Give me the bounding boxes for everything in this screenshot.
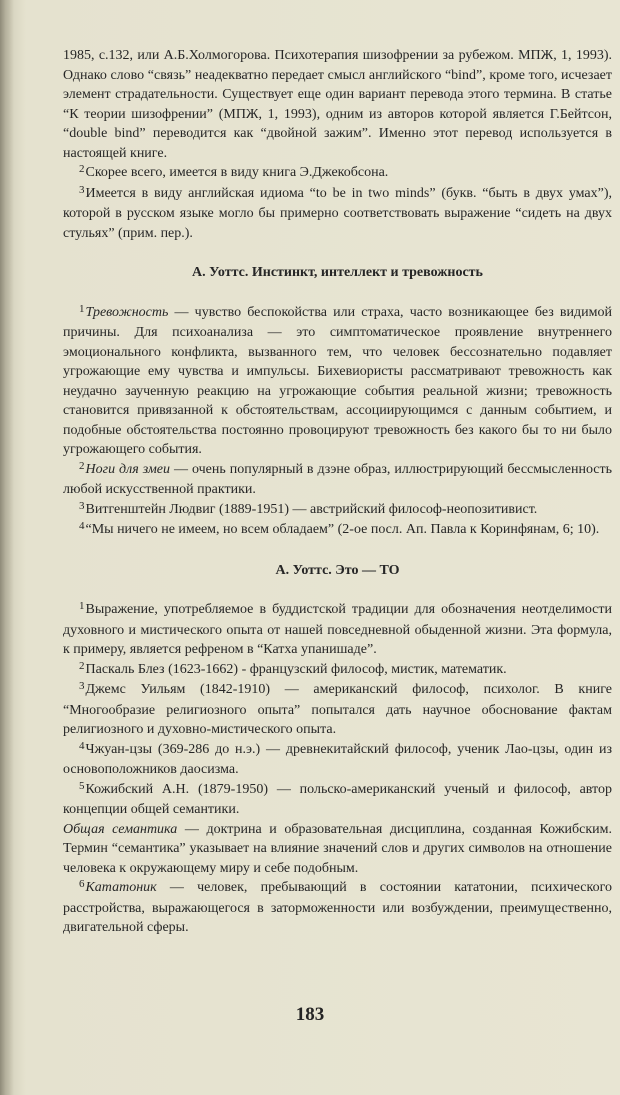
spacer xyxy=(63,580,612,600)
footnote-term: Кататоник xyxy=(85,880,157,895)
general-semantics-note xyxy=(63,820,612,879)
section2-note-2 xyxy=(63,660,612,681)
top-footnote-3 xyxy=(63,184,612,244)
footnote-mark: 3 xyxy=(79,183,85,196)
binding-gutter-shadow xyxy=(0,0,14,1095)
footnote-mark: 2 xyxy=(79,659,85,672)
footnote-mark: 2 xyxy=(79,459,85,472)
footnote-mark: 2 xyxy=(79,163,85,175)
page-number: 183 xyxy=(295,1004,325,1025)
intro-paragraph: 1985, с.132, или А.Б.Холмогорова. Психотерапия шизофрении за рубежом. МПЖ, 1, 1993). Однако слово “связь” неадекватно передает смысл английского “bind”, кроме того, исчезает элемент страдательности. Существует еще один вариант перевода этого термина. В статье “К теории шизофрении” (МПЖ, 1, 1993), одним из авторов которой является Г.Бейтсон, “double bind” переводится как “двойной зажим”. Именно этот перевод используется в настоящей книге. xyxy=(63,48,612,161)
footnote-text: — человек, пребывающий в состоянии кататонии, психического расстройства, выражающегося в заторможенности или возбуждении, преимущественно, двигательной сферы. xyxy=(63,880,612,935)
spacer xyxy=(63,243,612,263)
section1-note-3 xyxy=(63,500,612,521)
section1-note-2 xyxy=(63,460,612,500)
page-content xyxy=(63,46,612,938)
section1-note-4 xyxy=(63,520,612,541)
footnote-text: Скорее всего, имеется в виду книга Э.Джекобсона. xyxy=(85,165,389,180)
footnote-text: — чувство беспокойства или страха, часто возникающее без видимой причины. Для психоанализа — это симптоматическое проявление внутреннего эмоционального конфликта, вызванного тем, что человек бессознательно подавляет угрожающие ему чувства и импульсы. Бихевиористы рассматривают тревожность как неудачно заученную реакцию на угрожающие события реальной жизни; тревожность становится привязанной к обстоятельствам, ассоциирующимся с данным событием, и подобные обстоятельства постоянно провоцируют тревожность без какого бы то ни было угрожающего события. xyxy=(63,304,612,457)
footnote-text: Выражение, употребляемое в буддистской традиции для обозначения неотделимости духовного и мистического опыта от нашей повседневной обыденной жизни. Эта формула, к примеру, является рефреном в “Катха упанишаде”. xyxy=(63,602,612,657)
section-heading-this-is-that: А. Уоттс. Это — ТО xyxy=(275,562,400,578)
section2-note-1 xyxy=(63,600,612,660)
footnote-text: Витгенштейн Людвиг (1889-1951) — австрийский философ-неопозитивист. xyxy=(85,501,538,517)
footnote-mark: 1 xyxy=(79,600,85,612)
footnote-term: Ноги для змеи xyxy=(85,461,171,477)
footnote-text: Кожибский А.Н. (1879-1950) — польско-американский ученый и философ, автор концепции общей семантики. xyxy=(63,781,612,817)
footnote-mark: 5 xyxy=(79,779,85,792)
section1-note-1 xyxy=(63,303,612,460)
general-semantics-term: Общая семантика xyxy=(63,821,178,837)
footnote-mark: 6 xyxy=(79,878,85,890)
section2-note-4 xyxy=(63,740,612,780)
spacer xyxy=(63,541,612,561)
section2-note-6 xyxy=(63,878,612,938)
footnote-mark: 3 xyxy=(79,680,85,692)
general-semantics-text: — доктрина и образовательная дисциплина, созданная Кожибским. Термин “семантика” указывает на влияние значений слов и других символов на отношение человека к окружающему миру и себе подобным. xyxy=(63,821,612,876)
top-footnote-2 xyxy=(63,163,612,184)
section2-note-5 xyxy=(63,780,612,820)
footnote-text: Паскаль Блез (1623-1662) - французский философ, мистик, математик. xyxy=(85,661,507,677)
footnote-term: Тревожность xyxy=(85,304,169,320)
footnote-mark: 3 xyxy=(79,499,85,512)
footnote-text: “Мы ничего не имеем, но всем обладаем” (2-ое посл. Ап. Павла к Коринфянам, 6; 10). xyxy=(85,522,600,537)
footnote-mark: 4 xyxy=(79,520,85,532)
section2-note-3 xyxy=(63,680,612,740)
footnote-mark: 1 xyxy=(79,302,85,315)
footnote-text: Джемс Уильям (1842-1910) — американский философ, психолог. В книге “Многообразие религиозного опыта” попытался дать научное обоснование фактам религиозного и духовно-мистического опыта. xyxy=(63,682,612,737)
footnote-text: Чжуан-цзы (369-286 до н.э.) — древнекитайский философ, ученик Лао-цзы, один из основоположников даосизма. xyxy=(63,741,612,777)
section-heading-instinct: А. Уоттс. Инстинкт, интеллект и тревожность xyxy=(192,265,483,280)
footnote-text: Имеется в виду английская идиома “to be in two minds” (букв. “быть в двух умах”), которой в русском языке могло бы примерно соответствовать выражение “сидеть на двух стульях” (прим. пер.). xyxy=(63,185,612,241)
footnote-mark: 4 xyxy=(79,739,85,752)
footnote-text: — очень популярный в дзэне образ, иллюстрирующий бессмысленность любой искусственной практики. xyxy=(63,461,613,497)
spacer xyxy=(63,283,612,303)
